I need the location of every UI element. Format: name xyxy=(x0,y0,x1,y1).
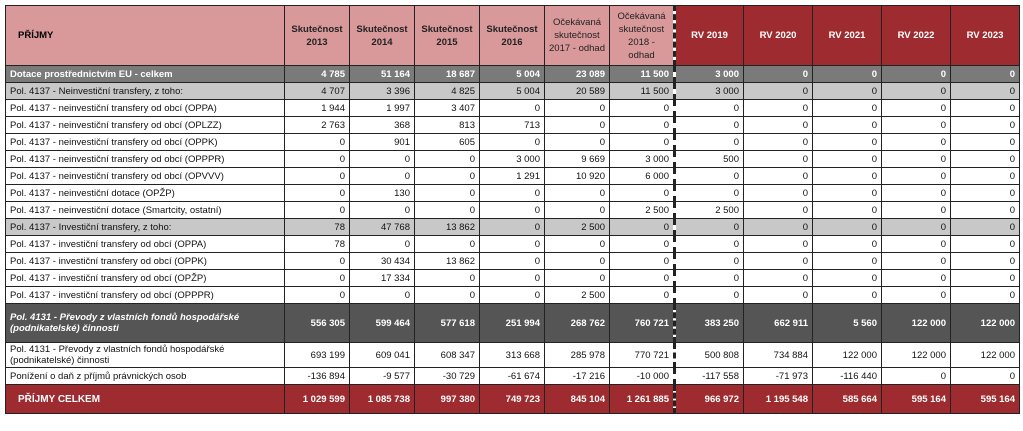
row-value: 0 xyxy=(675,117,744,134)
col-header: Skutečnost 2014 xyxy=(350,6,415,66)
row-value: 9 669 xyxy=(545,151,610,168)
row-value: 599 464 xyxy=(350,304,415,343)
row-value: 0 xyxy=(610,185,675,202)
row-value: -10 000 xyxy=(610,368,675,385)
row-value: 5 004 xyxy=(480,83,545,100)
col-header: RV 2022 xyxy=(882,6,951,66)
row-value: 122 000 xyxy=(951,304,1020,343)
row-value: 0 xyxy=(415,270,480,287)
row-value: 608 347 xyxy=(415,343,480,368)
row-value: 0 xyxy=(545,202,610,219)
row-label: Pol. 4137 - Neinvestiční transfery, z toho: xyxy=(6,83,285,100)
row-value: 3 407 xyxy=(415,100,480,117)
row-value: 0 xyxy=(415,287,480,304)
row-value: 313 668 xyxy=(480,343,545,368)
row-value: 605 xyxy=(415,134,480,151)
row-value: 0 xyxy=(744,236,813,253)
row-value: 0 xyxy=(610,117,675,134)
row-value: 0 xyxy=(813,83,882,100)
row-value: 0 xyxy=(675,253,744,270)
row-value: 0 xyxy=(675,168,744,185)
row-value: 0 xyxy=(285,287,350,304)
row-value: 760 721 xyxy=(610,304,675,343)
row-value: 0 xyxy=(675,134,744,151)
row-value: 0 xyxy=(480,236,545,253)
row-value: 0 xyxy=(610,100,675,117)
row-value: 2 500 xyxy=(545,219,610,236)
row-value: 17 334 xyxy=(350,270,415,287)
row-value: 0 xyxy=(285,151,350,168)
table-row xyxy=(6,270,1020,287)
row-value: 0 xyxy=(744,185,813,202)
row-value: 0 xyxy=(744,287,813,304)
row-label: Dotace prostřednictvím EU - celkem xyxy=(6,66,285,83)
row-label: Pol. 4137 - investiční transfery od obcí (OPPK) xyxy=(6,253,285,270)
row-value: 78 xyxy=(285,236,350,253)
table-row xyxy=(6,151,1020,168)
row-value: 2 500 xyxy=(545,287,610,304)
table-row xyxy=(6,83,1020,100)
col-header: RV 2023 xyxy=(951,6,1020,66)
table-row xyxy=(6,100,1020,117)
income-table xyxy=(5,5,1020,414)
row-value: 368 xyxy=(350,117,415,134)
row-value: 3 000 xyxy=(675,66,744,83)
row-value: 5 560 xyxy=(813,304,882,343)
row-value: 1 029 599 xyxy=(285,385,350,414)
col-header: Očekávaná skutečnost 2017 - odhad xyxy=(545,6,610,66)
income-table-container xyxy=(5,5,1020,414)
row-value: 713 xyxy=(480,117,545,134)
row-value: 0 xyxy=(744,66,813,83)
row-value: 0 xyxy=(285,168,350,185)
row-value: 609 041 xyxy=(350,343,415,368)
row-value: 0 xyxy=(951,202,1020,219)
row-value: 0 xyxy=(744,219,813,236)
row-value: 383 250 xyxy=(675,304,744,343)
row-value: 734 884 xyxy=(744,343,813,368)
table-row xyxy=(6,385,1020,414)
row-value: 0 xyxy=(882,253,951,270)
row-value: 0 xyxy=(813,219,882,236)
row-value: 0 xyxy=(415,202,480,219)
row-value: 0 xyxy=(813,66,882,83)
row-value: 966 972 xyxy=(675,385,744,414)
row-value: 5 004 xyxy=(480,66,545,83)
row-value: 0 xyxy=(951,219,1020,236)
table-row xyxy=(6,66,1020,83)
row-value: 0 xyxy=(951,83,1020,100)
table-row xyxy=(6,185,1020,202)
row-value: 0 xyxy=(951,368,1020,385)
col-header: Skutečnost 2015 xyxy=(415,6,480,66)
row-value: 0 xyxy=(744,253,813,270)
row-value: 0 xyxy=(744,83,813,100)
row-value: 0 xyxy=(882,151,951,168)
row-value: -116 440 xyxy=(813,368,882,385)
row-label: Pol. 4137 - neinvestiční transfery od obcí (OPVVV) xyxy=(6,168,285,185)
row-value: 0 xyxy=(285,185,350,202)
row-label: Pol. 4137 - neinvestiční dotace (OPŽP) xyxy=(6,185,285,202)
table-row xyxy=(6,368,1020,385)
row-value: 0 xyxy=(882,168,951,185)
row-value: 0 xyxy=(610,236,675,253)
row-value: 0 xyxy=(951,117,1020,134)
row-value: 0 xyxy=(350,202,415,219)
col-header: RV 2021 xyxy=(813,6,882,66)
row-value: -71 973 xyxy=(744,368,813,385)
row-value: 0 xyxy=(350,236,415,253)
row-value: 47 768 xyxy=(350,219,415,236)
row-value: 0 xyxy=(285,270,350,287)
row-value: 268 762 xyxy=(545,304,610,343)
row-label: Pol. 4137 - investiční transfery od obcí (OPPPR) xyxy=(6,287,285,304)
row-label: PŘÍJMY CELKEM xyxy=(6,385,285,414)
row-value: -17 216 xyxy=(545,368,610,385)
row-value: 0 xyxy=(951,185,1020,202)
row-value: 0 xyxy=(350,287,415,304)
row-value: 4 785 xyxy=(285,66,350,83)
row-value: 0 xyxy=(415,151,480,168)
row-value: 0 xyxy=(480,185,545,202)
row-value: 2 763 xyxy=(285,117,350,134)
row-value: 0 xyxy=(813,134,882,151)
row-value: 0 xyxy=(813,236,882,253)
row-label: Pol. 4137 - neinvestiční transfery od obcí (OPPK) xyxy=(6,134,285,151)
row-value: 130 xyxy=(350,185,415,202)
row-value: 1 195 548 xyxy=(744,385,813,414)
row-value: 0 xyxy=(813,287,882,304)
row-value: 3 000 xyxy=(480,151,545,168)
row-label: Ponížení o daň z příjmů právnických osob xyxy=(6,368,285,385)
row-value: 122 000 xyxy=(882,343,951,368)
row-value: 11 500 xyxy=(610,66,675,83)
row-value: 0 xyxy=(951,168,1020,185)
col-header: Očekávaná skutečnost 2018 - odhad xyxy=(610,6,675,66)
row-value: 0 xyxy=(744,151,813,168)
row-value: 0 xyxy=(744,202,813,219)
row-label: Pol. 4137 - neinvestiční transfery od obcí (OPPPR) xyxy=(6,151,285,168)
table-row xyxy=(6,343,1020,368)
row-value: 0 xyxy=(813,185,882,202)
row-value: 1 085 738 xyxy=(350,385,415,414)
table-row xyxy=(6,304,1020,343)
row-value: -117 558 xyxy=(675,368,744,385)
col-header: Skutečnost 2013 xyxy=(285,6,350,66)
row-value: -30 729 xyxy=(415,368,480,385)
table-row xyxy=(6,117,1020,134)
row-value: 693 199 xyxy=(285,343,350,368)
table-row xyxy=(6,219,1020,236)
row-value: 0 xyxy=(882,134,951,151)
row-value: 0 xyxy=(610,287,675,304)
row-value: 0 xyxy=(882,219,951,236)
row-value: 78 xyxy=(285,219,350,236)
row-value: 0 xyxy=(480,100,545,117)
row-label: Pol. 4137 - neinvestiční dotace (Smartcity, ostatní) xyxy=(6,202,285,219)
row-value: 0 xyxy=(813,253,882,270)
row-value: 0 xyxy=(813,270,882,287)
table-row xyxy=(6,134,1020,151)
row-value: 3 000 xyxy=(610,151,675,168)
row-value: 770 721 xyxy=(610,343,675,368)
row-value: 0 xyxy=(813,117,882,134)
row-value: 500 xyxy=(675,151,744,168)
row-value: 2 500 xyxy=(675,202,744,219)
row-value: 0 xyxy=(480,202,545,219)
row-value: 997 380 xyxy=(415,385,480,414)
table-row xyxy=(6,168,1020,185)
row-value: 11 500 xyxy=(610,83,675,100)
row-value: 13 862 xyxy=(415,219,480,236)
row-value: 0 xyxy=(545,134,610,151)
row-value: 0 xyxy=(480,270,545,287)
row-value: 0 xyxy=(882,287,951,304)
row-value: 0 xyxy=(675,219,744,236)
row-value: 1 997 xyxy=(350,100,415,117)
row-value: 585 664 xyxy=(813,385,882,414)
row-value: 0 xyxy=(545,100,610,117)
row-value: 0 xyxy=(545,236,610,253)
row-value: 3 000 xyxy=(675,83,744,100)
row-value: 30 434 xyxy=(350,253,415,270)
row-value: 0 xyxy=(744,117,813,134)
row-value: 3 396 xyxy=(350,83,415,100)
row-value: 0 xyxy=(545,253,610,270)
row-value: 4 707 xyxy=(285,83,350,100)
row-value: 556 305 xyxy=(285,304,350,343)
row-value: 10 920 xyxy=(545,168,610,185)
row-value: 4 825 xyxy=(415,83,480,100)
row-value: 0 xyxy=(813,202,882,219)
row-value: 0 xyxy=(744,168,813,185)
col-header: RV 2019 xyxy=(675,6,744,66)
row-value: 285 978 xyxy=(545,343,610,368)
row-value: 0 xyxy=(480,287,545,304)
row-value: 0 xyxy=(951,134,1020,151)
row-value: 1 261 885 xyxy=(610,385,675,414)
row-value: 0 xyxy=(744,134,813,151)
row-value: 122 000 xyxy=(813,343,882,368)
row-value: 1 944 xyxy=(285,100,350,117)
col-header: Skutečnost 2016 xyxy=(480,6,545,66)
row-value: 0 xyxy=(951,236,1020,253)
row-label: Pol. 4131 - Převody z vlastních fondů hospodářské (podnikatelské) činnosti xyxy=(6,304,285,343)
row-value: 0 xyxy=(951,253,1020,270)
row-value: 0 xyxy=(951,100,1020,117)
row-value: 0 xyxy=(744,100,813,117)
row-value: 0 xyxy=(415,185,480,202)
row-value: 813 xyxy=(415,117,480,134)
row-value: 595 164 xyxy=(882,385,951,414)
row-value: 0 xyxy=(951,287,1020,304)
row-label: Pol. 4137 - Investiční transfery, z toho: xyxy=(6,219,285,236)
row-value: 0 xyxy=(610,270,675,287)
row-value: 122 000 xyxy=(882,304,951,343)
row-value: 0 xyxy=(882,83,951,100)
table-row xyxy=(6,253,1020,270)
row-label: Pol. 4131 - Převody z vlastních fondů hospodářské (podnikatelské) činnosti xyxy=(6,343,285,368)
row-value: 0 xyxy=(882,202,951,219)
table-body xyxy=(6,66,1020,414)
row-value: 0 xyxy=(480,219,545,236)
row-value: 0 xyxy=(675,236,744,253)
row-value: 0 xyxy=(951,270,1020,287)
row-value: 0 xyxy=(350,151,415,168)
row-value: 0 xyxy=(882,368,951,385)
row-value: 0 xyxy=(350,168,415,185)
row-value: 845 104 xyxy=(545,385,610,414)
row-value: 0 xyxy=(744,270,813,287)
table-row xyxy=(6,202,1020,219)
row-value: 0 xyxy=(813,100,882,117)
row-value: 0 xyxy=(882,117,951,134)
table-row xyxy=(6,236,1020,253)
row-value: 122 000 xyxy=(951,343,1020,368)
row-value: 901 xyxy=(350,134,415,151)
row-label: Pol. 4137 - neinvestiční transfery od obcí (OPLZZ) xyxy=(6,117,285,134)
row-value: 0 xyxy=(675,100,744,117)
row-value: 0 xyxy=(882,236,951,253)
row-value: -61 674 xyxy=(480,368,545,385)
row-value: 0 xyxy=(545,117,610,134)
row-label: Pol. 4137 - investiční transfery od obcí (OPPA) xyxy=(6,236,285,253)
header-row xyxy=(6,6,1020,66)
row-value: 0 xyxy=(415,236,480,253)
row-value: 749 723 xyxy=(480,385,545,414)
row-value: 0 xyxy=(480,253,545,270)
row-value: 0 xyxy=(415,168,480,185)
row-label: Pol. 4137 - neinvestiční transfery od obcí (OPPA) xyxy=(6,100,285,117)
row-value: 595 164 xyxy=(951,385,1020,414)
row-value: 2 500 xyxy=(610,202,675,219)
row-value: 0 xyxy=(882,66,951,83)
row-value: 500 808 xyxy=(675,343,744,368)
row-value: 0 xyxy=(951,66,1020,83)
row-value: 18 687 xyxy=(415,66,480,83)
row-value: 0 xyxy=(882,270,951,287)
row-value: 0 xyxy=(813,168,882,185)
row-value: -136 894 xyxy=(285,368,350,385)
row-value: 51 164 xyxy=(350,66,415,83)
row-value: 0 xyxy=(951,151,1020,168)
row-value: 6 000 xyxy=(610,168,675,185)
row-value: 0 xyxy=(285,202,350,219)
row-value: 0 xyxy=(882,100,951,117)
row-value: 251 994 xyxy=(480,304,545,343)
row-value: 13 862 xyxy=(415,253,480,270)
row-value: 23 089 xyxy=(545,66,610,83)
row-value: 0 xyxy=(285,253,350,270)
row-value: 0 xyxy=(480,134,545,151)
row-value: 0 xyxy=(545,185,610,202)
row-value: 662 911 xyxy=(744,304,813,343)
row-value: 0 xyxy=(545,270,610,287)
row-value: 0 xyxy=(813,151,882,168)
header-label: PŘÍJMY xyxy=(6,6,285,66)
row-value: 1 291 xyxy=(480,168,545,185)
row-value: 0 xyxy=(675,270,744,287)
row-label: Pol. 4137 - investiční transfery od obcí (OPŽP) xyxy=(6,270,285,287)
col-header: RV 2020 xyxy=(744,6,813,66)
row-value: 0 xyxy=(882,185,951,202)
row-value: 0 xyxy=(610,219,675,236)
row-value: 0 xyxy=(610,134,675,151)
row-value: 577 618 xyxy=(415,304,480,343)
table-row xyxy=(6,287,1020,304)
row-value: 0 xyxy=(675,287,744,304)
row-value: 0 xyxy=(285,134,350,151)
row-value: -9 577 xyxy=(350,368,415,385)
row-value: 0 xyxy=(610,253,675,270)
row-value: 0 xyxy=(675,185,744,202)
row-value: 20 589 xyxy=(545,83,610,100)
